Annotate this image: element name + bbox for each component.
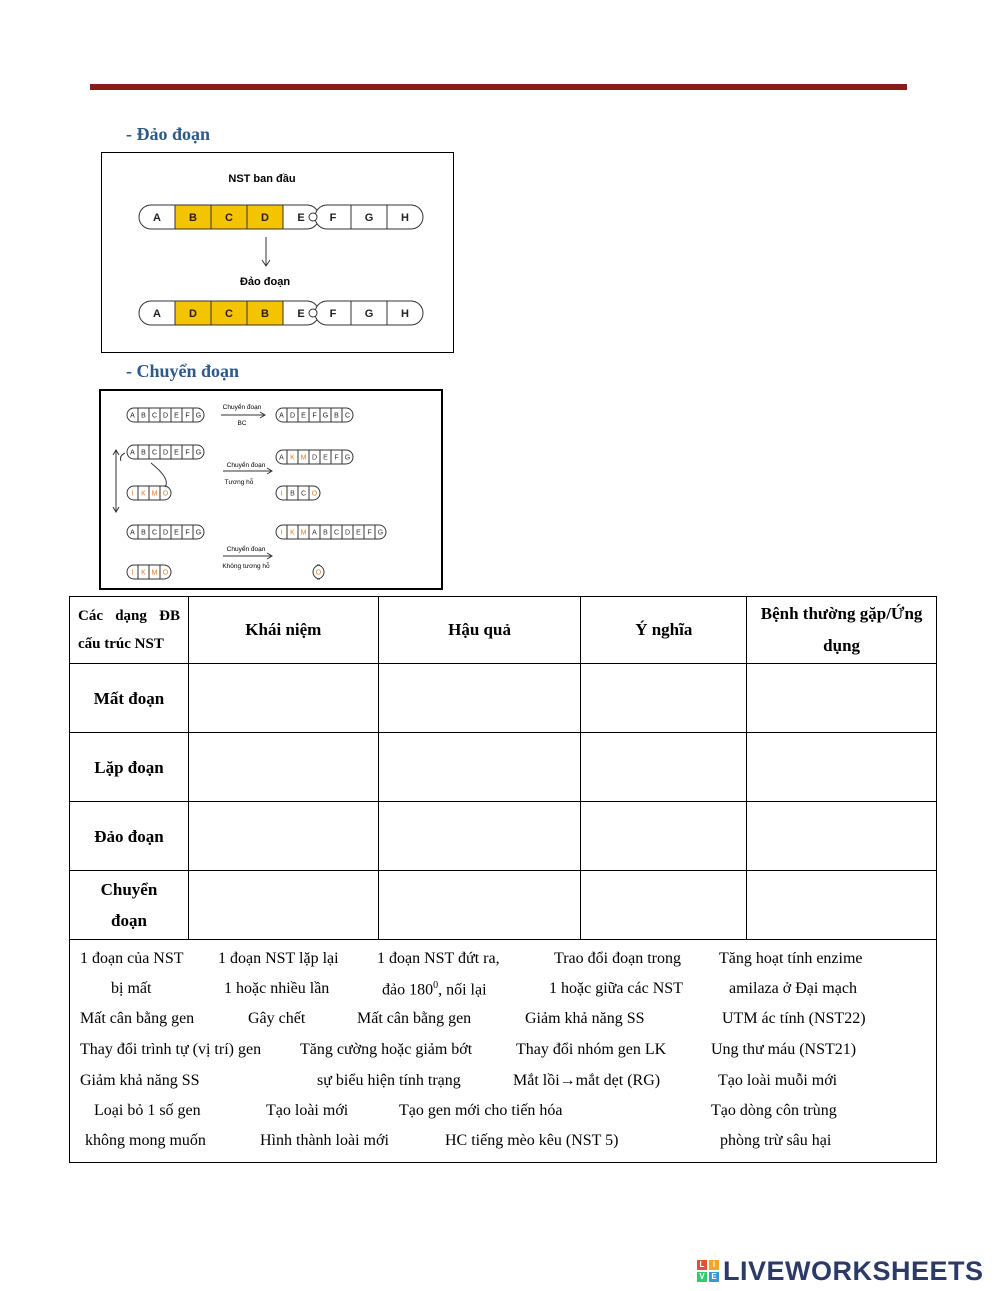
segment-label: B [261,307,269,320]
drop-cell[interactable] [747,664,937,733]
word-chip[interactable]: Hình thành loài mới [260,1132,389,1149]
segment-label: G [344,454,351,462]
segment-label: O [315,569,322,577]
segment-label: B [141,449,146,457]
word-chip[interactable]: Loại bỏ 1 số gen [94,1102,201,1119]
segment-label: F [185,449,190,457]
section-title-dao-doan: - Đảo đoạn [126,124,211,144]
segment-label: E [297,211,305,224]
drop-cell[interactable] [581,733,747,802]
segment-label: B [141,412,146,420]
segment-label: C [225,307,233,320]
section-title-chuyen-doan: - Chuyển đoạn [126,361,240,381]
word-chip[interactable]: Trao đổi đoạn trong [554,950,681,967]
segment-label: D [162,412,169,420]
drop-cell[interactable] [747,733,937,802]
segment-label: G [195,529,202,537]
word-chip[interactable]: 1 đoạn NST đứt ra, [377,950,500,967]
drop-cell[interactable] [581,802,747,871]
segment-label: D [162,529,169,537]
segment-label: D [189,307,197,320]
segment-label: C [300,490,307,498]
segment-label: A [312,529,317,537]
segment-label: H [401,211,409,224]
drop-cell[interactable] [378,733,581,802]
segment-label: C [225,211,233,224]
segment-label: G [195,449,202,457]
word-bank [70,940,937,1163]
segment-label: E [174,412,179,420]
word-chip[interactable]: UTM ác tính (NST22) [722,1010,866,1027]
inversion-diagram-svg [102,153,453,352]
table-header-row [70,597,937,664]
segment-label: M [151,490,158,498]
segment-label: C [151,529,158,537]
segment-label: D [162,449,169,457]
logo-icon-tile: E [709,1272,719,1282]
word-chip[interactable]: Gây chết [248,1010,306,1027]
segment-label: F [185,529,190,537]
logo-text: LIVEWORKSHEETS [723,1255,984,1286]
segment-label: E [297,307,305,320]
row-label-lap-doan: Lặp đoạn [70,733,189,802]
arrow-label: Chuyển đoạn [226,546,266,553]
logo-icon-tile: L [697,1260,707,1270]
segment-label: M [151,569,158,577]
arrow-label: Chuyển đoạn [226,462,266,469]
segment-label: F [329,211,337,224]
word-chip[interactable]: Ung thư máu (NST21) [711,1041,857,1058]
header-concept: Khái niệm [188,597,378,664]
inversion-diagram [101,152,454,353]
word-chip[interactable]: Mất cân bằng gen [357,1010,472,1027]
logo-icon-tile: I [709,1260,719,1270]
table-row [70,802,937,871]
word-chip[interactable]: Tăng hoạt tính enzime [719,950,863,967]
arrow-label: Không tương hỗ [222,563,270,570]
segment-label: C [151,449,158,457]
segment-label: I [131,490,134,498]
segment-label: C [151,412,158,420]
segment-label: G [195,412,202,420]
drop-cell[interactable] [188,802,378,871]
segment-label: B [323,529,328,537]
arrow-label: Chuyển đoạn [222,404,262,411]
segment-label: D [261,211,269,224]
segment-label: I [131,569,134,577]
centromere [309,309,317,317]
segment-label: I [280,529,283,537]
segment-label: K [141,569,146,577]
diagram-label-original: NST ban đầu [228,173,296,185]
segment-label: M [300,454,307,462]
logo-icon [697,1260,719,1282]
word-chip[interactable]: Tạo dòng côn trùng [711,1102,837,1119]
word-chip[interactable]: Thay đổi nhóm gen LK [516,1041,667,1058]
word-chip[interactable] [382,980,487,999]
degree-superscript: 0 [433,980,439,991]
segment-label: A [279,412,284,420]
drop-cell[interactable] [378,802,581,871]
word-bank-row [70,940,937,1163]
header-significance: Ý nghĩa [581,597,747,664]
word-chip[interactable]: không mong muốn [85,1132,206,1149]
word-chip[interactable]: amilaza ở Đại mạch [729,980,857,997]
row-label-dao-doan: Đảo đoạn [70,802,189,871]
exchange-arrow-icon [151,463,166,487]
segment-label: B [189,211,197,224]
drop-cell[interactable] [378,664,581,733]
table-row [70,871,937,940]
segment-label: E [174,449,179,457]
table-row [70,733,937,802]
drop-cell[interactable] [378,871,581,940]
drop-cell[interactable] [188,871,378,940]
word-chip[interactable]: 1 đoạn NST lặp lại [218,950,339,967]
segment-label: D [344,529,351,537]
word-chip[interactable]: Tạo gen mới cho tiến hóa [399,1102,563,1119]
segment-label: H [401,307,409,320]
word-chip[interactable]: HC tiếng mèo kêu (NST 5) [445,1132,619,1149]
word-chip[interactable]: sự biểu hiện tính trạng [317,1072,461,1089]
translocation-diagram-svg [101,391,441,588]
segment-label: K [290,529,295,537]
segment-label: A [130,449,135,457]
word-chip[interactable]: Tạo loài mới [266,1102,349,1119]
header-diseases: Bệnh thường gặp/Ứng dụng [747,597,937,664]
segment-label: K [141,490,146,498]
word-chip[interactable]: 1 hoặc nhiều lần [224,980,330,997]
word-chip[interactable]: 1 hoặc giữa các NST [549,980,683,997]
segment-label: F [329,307,337,320]
segment-label: C [344,412,351,420]
segment-label: E [174,529,179,537]
word-chip-part: , nối lại [438,981,487,999]
segment-label: E [323,454,328,462]
row-label-chuyen-doan: Chuyển đoạn [70,871,189,940]
segment-label: B [334,412,339,420]
segment-label: A [279,454,284,462]
drop-cell[interactable] [581,871,747,940]
row-label-mat-doan: Mất đoạn [70,664,189,733]
segment-label: O [162,490,169,498]
word-chip[interactable]: Thay đổi trình tự (vị trí) gen [80,1041,262,1058]
segment-label: A [130,412,135,420]
arrow-label: Tương hỗ [224,479,254,486]
word-chip[interactable]: Tăng cường hoặc giảm bớt [300,1041,473,1058]
word-chip[interactable]: 1 đoạn của NST [80,950,184,967]
segment-label: D [289,412,296,420]
table-row [70,664,937,733]
liveworksheets-logo [697,1256,984,1286]
segment-label: B [141,529,146,537]
segment-label: D [311,454,318,462]
segment-label: K [290,454,295,462]
header-rule [90,84,907,90]
word-chip[interactable]: phòng trừ sâu hại [720,1132,832,1149]
exchange-arrow-icon [121,453,126,461]
mutation-table [69,596,937,1163]
segment-label: G [322,412,329,420]
word-chip[interactable]: Giảm khả năng SS [80,1072,200,1089]
segment-label: G [364,211,374,224]
segment-label: O [311,490,318,498]
translocation-diagram [99,389,443,590]
word-chip[interactable]: Tạo loài muỗi mới [718,1072,838,1089]
segment-label: M [300,529,307,537]
segment-label: F [185,412,190,420]
segment-label: A [153,211,161,224]
segment-label: I [280,490,283,498]
segment-label: A [153,307,161,320]
header-mutation-type: Các dạng ĐB cấu trúc NST [70,597,189,664]
segment-label: E [301,412,306,420]
segment-label: G [377,529,384,537]
word-chip-part: đảo 180 [382,981,434,999]
word-chip[interactable]: Giảm khả năng SS [525,1010,645,1027]
word-chip[interactable]: Mắt lồi→mắt dẹt (RG) [513,1072,661,1089]
segment-label: F [334,454,339,462]
segment-label: F [367,529,372,537]
logo-icon-tile: V [697,1272,707,1282]
word-chip[interactable]: Mất cân bằng gen [80,1010,195,1027]
segment-label: C [333,529,340,537]
segment-label: G [364,307,374,320]
drop-cell[interactable] [747,871,937,940]
drop-cell[interactable] [188,733,378,802]
arrow-label: BC [237,420,247,427]
drop-cell[interactable] [188,664,378,733]
word-chip[interactable]: bị mất [111,980,152,997]
drop-cell[interactable] [747,802,937,871]
segment-label: E [356,529,361,537]
segment-label: A [130,529,135,537]
drop-cell[interactable] [581,664,747,733]
segment-label: F [312,412,317,420]
segment-label: O [162,569,169,577]
centromere [309,213,317,221]
header-consequence: Hậu quả [378,597,581,664]
segment-label: B [290,490,295,498]
diagram-label-inversion: Đảo đoạn [239,276,291,288]
